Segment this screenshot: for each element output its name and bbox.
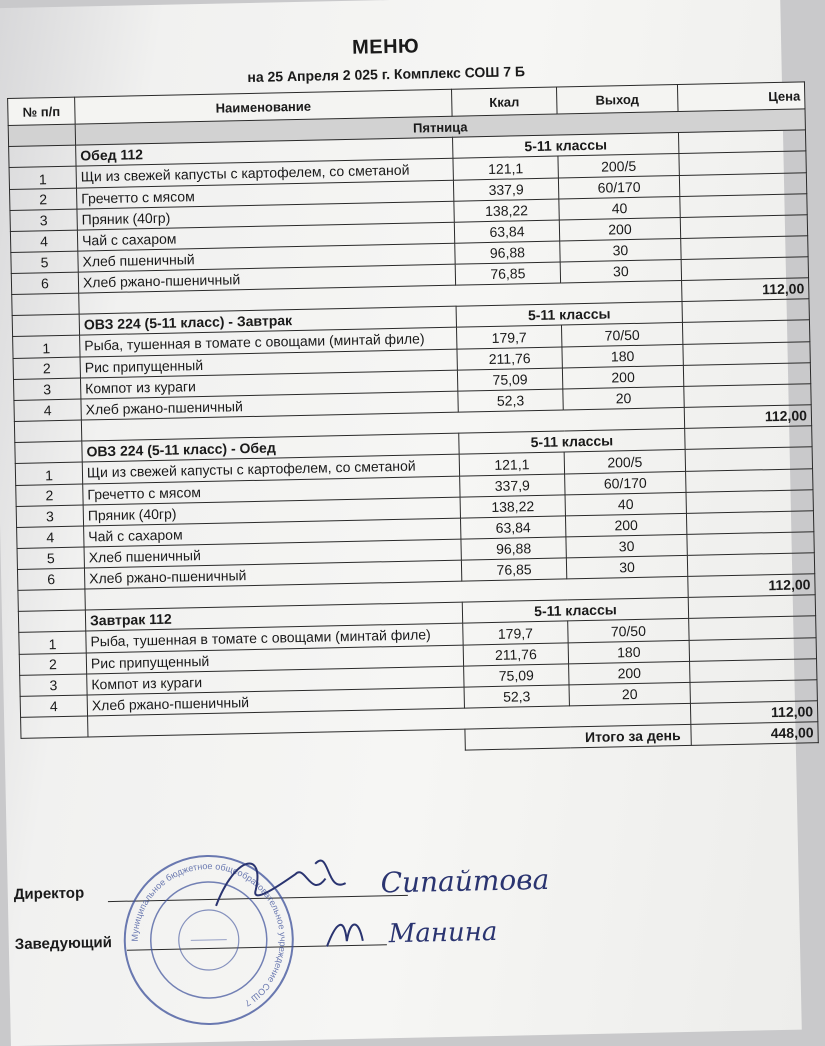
item-output: 20	[569, 682, 690, 706]
item-price	[686, 490, 813, 514]
total-spacer	[18, 589, 85, 611]
section-spacer	[15, 441, 82, 463]
col-number-header: № п/п	[8, 97, 76, 125]
section-spacer	[12, 314, 79, 336]
col-output-header: Выход	[556, 84, 678, 114]
item-number: 1	[13, 335, 80, 358]
item-output: 180	[562, 344, 683, 368]
item-price	[679, 151, 806, 176]
item-kcal: 63,84	[454, 220, 559, 243]
item-price	[689, 638, 816, 662]
item-price	[689, 616, 816, 641]
item-kcal: 75,09	[457, 368, 562, 391]
item-price	[682, 320, 809, 345]
item-output: 40	[559, 196, 680, 220]
item-number: 3	[20, 674, 87, 696]
section-name: Обед 112	[76, 137, 453, 166]
item-number: 3	[16, 505, 83, 527]
item-price	[684, 384, 811, 408]
item-output: 40	[565, 492, 686, 516]
item-name: Хлеб пшеничный	[78, 243, 455, 272]
section-classes: 5-11 классы	[459, 428, 685, 454]
item-kcal: 211,76	[463, 643, 568, 666]
item-name: Хлеб ржано-пшеничный	[87, 687, 464, 716]
item-price	[681, 257, 808, 281]
director-label: Директор	[13, 884, 85, 904]
item-number: 1	[9, 166, 76, 189]
item-output: 200/5	[558, 153, 679, 178]
item-name: Рис припущенный	[80, 349, 457, 378]
item-output: 200	[562, 365, 683, 389]
menu-table	[7, 81, 819, 760]
item-name: Чай с сахаром	[84, 518, 461, 547]
item-price	[683, 342, 810, 366]
item-number: 5	[17, 547, 84, 569]
col-kcal-header: Ккал	[452, 87, 558, 116]
item-number: 2	[16, 484, 83, 506]
item-name: Рыба, тушенная в томате с овощами (минтай филе)	[86, 623, 463, 653]
total-spacer	[14, 420, 81, 442]
item-price	[686, 511, 813, 535]
item-kcal: 52,3	[458, 389, 563, 412]
item-name: Хлеб ржано-пшеничный	[78, 264, 455, 293]
section-price-cell	[688, 595, 815, 619]
section-name: ОВЗ 224 (5-11 класс) - Обед	[82, 433, 459, 462]
item-name: Хлеб ржано-пшеничный	[81, 391, 458, 420]
item-price	[687, 532, 814, 556]
final-spacer	[21, 737, 88, 759]
item-number: 6	[17, 568, 84, 590]
item-kcal: 179,7	[463, 621, 568, 645]
item-output: 70/50	[561, 322, 682, 347]
director-signature-text: Сипайтова	[380, 862, 550, 900]
item-number: 4	[20, 695, 87, 717]
day-total-label: Итого за день	[465, 724, 691, 750]
head-signature-text: Манина	[388, 916, 498, 950]
section-name: ОВЗ 224 (5-11 класс) - Завтрак	[79, 306, 456, 335]
section-name: Завтрак 112	[85, 602, 462, 631]
item-kcal: 337,9	[460, 474, 565, 497]
head-signature	[318, 897, 559, 962]
item-kcal: 75,09	[464, 664, 569, 687]
item-number: 1	[19, 631, 86, 654]
section-classes: 5-11 классы	[453, 132, 679, 158]
document-title: МЕНЮ	[351, 35, 420, 59]
item-kcal: 76,85	[461, 558, 566, 581]
item-name: Рыба, тушенная в томате с овощами (минтай филе)	[80, 327, 457, 357]
item-kcal: 179,7	[456, 325, 561, 349]
col-price-header: Цена	[677, 82, 805, 112]
item-number: 5	[11, 251, 78, 273]
item-name: Хлеб ржано-пшеничный	[84, 560, 461, 589]
item-price	[690, 680, 817, 704]
item-number: 1	[15, 462, 82, 485]
item-number: 2	[13, 357, 80, 379]
item-price	[683, 363, 810, 387]
item-kcal: 337,9	[453, 178, 558, 201]
item-kcal: 138,22	[454, 199, 559, 222]
section-price-cell	[682, 299, 809, 323]
item-output: 30	[560, 238, 681, 262]
item-output: 30	[560, 259, 681, 283]
item-name: Хлеб пшеничный	[84, 539, 461, 568]
section-price-cell	[678, 130, 805, 154]
item-name: Гречетто с мясом	[77, 180, 454, 209]
item-kcal: 52,3	[464, 685, 569, 708]
item-kcal: 96,88	[461, 537, 566, 560]
section-spacer	[9, 145, 76, 167]
item-name: Гречетто с мясом	[83, 476, 460, 505]
item-number: 4	[10, 230, 77, 252]
item-price	[680, 194, 807, 218]
section-price-cell	[685, 426, 812, 450]
item-name: Щи из свежей капусты с картофелем, со сметаной	[76, 158, 453, 188]
item-name: Пряник (40гр)	[83, 497, 460, 526]
total-spacer	[21, 716, 88, 738]
item-name: Щи из свежей капусты с картофелем, со сметаной	[82, 454, 459, 484]
item-name: Чай с сахаром	[77, 222, 454, 251]
section-classes: 5-11 классы	[456, 301, 682, 327]
item-price	[679, 173, 806, 197]
section-total: 112,00	[688, 574, 815, 598]
item-kcal: 121,1	[459, 452, 564, 476]
item-output: 20	[563, 386, 684, 410]
item-name: Рис припущенный	[86, 645, 463, 674]
item-number: 3	[13, 378, 80, 400]
item-price	[681, 236, 808, 260]
item-kcal: 63,84	[460, 516, 565, 539]
item-price	[685, 447, 812, 472]
item-output: 30	[566, 534, 687, 558]
item-number: 2	[10, 188, 77, 210]
item-number: 4	[17, 526, 84, 548]
item-output: 60/170	[565, 471, 686, 495]
item-output: 70/50	[568, 618, 689, 643]
item-number: 4	[14, 399, 81, 421]
item-name: Компот из кураги	[87, 666, 464, 695]
item-output: 200	[565, 513, 686, 537]
item-kcal: 76,85	[455, 262, 560, 285]
head-label: Заведующий	[14, 934, 113, 954]
item-price	[690, 659, 817, 683]
item-name: Компот из кураги	[80, 370, 457, 399]
section-spacer	[18, 610, 85, 632]
col-name-header: Наименование	[75, 89, 452, 124]
stamp-text: Муниципальное бюджетное общеобразовательное учреждение СОШ 7	[129, 860, 288, 1009]
item-kcal: 211,76	[457, 347, 562, 370]
item-price	[686, 469, 813, 493]
item-output: 200	[569, 661, 690, 685]
item-output: 60/170	[558, 175, 679, 199]
item-kcal: 138,22	[460, 495, 565, 518]
total-spacer	[12, 293, 79, 315]
item-output: 30	[566, 555, 687, 579]
item-kcal: 121,1	[453, 156, 558, 180]
item-number: 6	[11, 272, 78, 294]
item-number: 2	[19, 653, 86, 675]
section-classes: 5-11 классы	[462, 597, 688, 623]
section-total: 112,00	[690, 701, 817, 725]
item-price	[680, 215, 807, 239]
item-output: 200	[559, 217, 680, 241]
day-spacer	[8, 124, 75, 146]
item-number: 3	[10, 209, 77, 231]
day-label: Пятница	[75, 109, 805, 145]
document-subtitle: на 25 Апреля 2 025 г. Комплекс СОШ 7 Б	[247, 63, 526, 86]
item-name: Пряник (40гр)	[77, 201, 454, 230]
item-output: 200/5	[564, 449, 685, 474]
item-price	[687, 553, 814, 577]
item-kcal: 96,88	[455, 241, 560, 264]
section-total: 112,00	[684, 405, 811, 429]
day-total-value: 448,00	[691, 722, 818, 746]
item-output: 180	[568, 640, 689, 664]
section-total: 112,00	[682, 278, 809, 302]
